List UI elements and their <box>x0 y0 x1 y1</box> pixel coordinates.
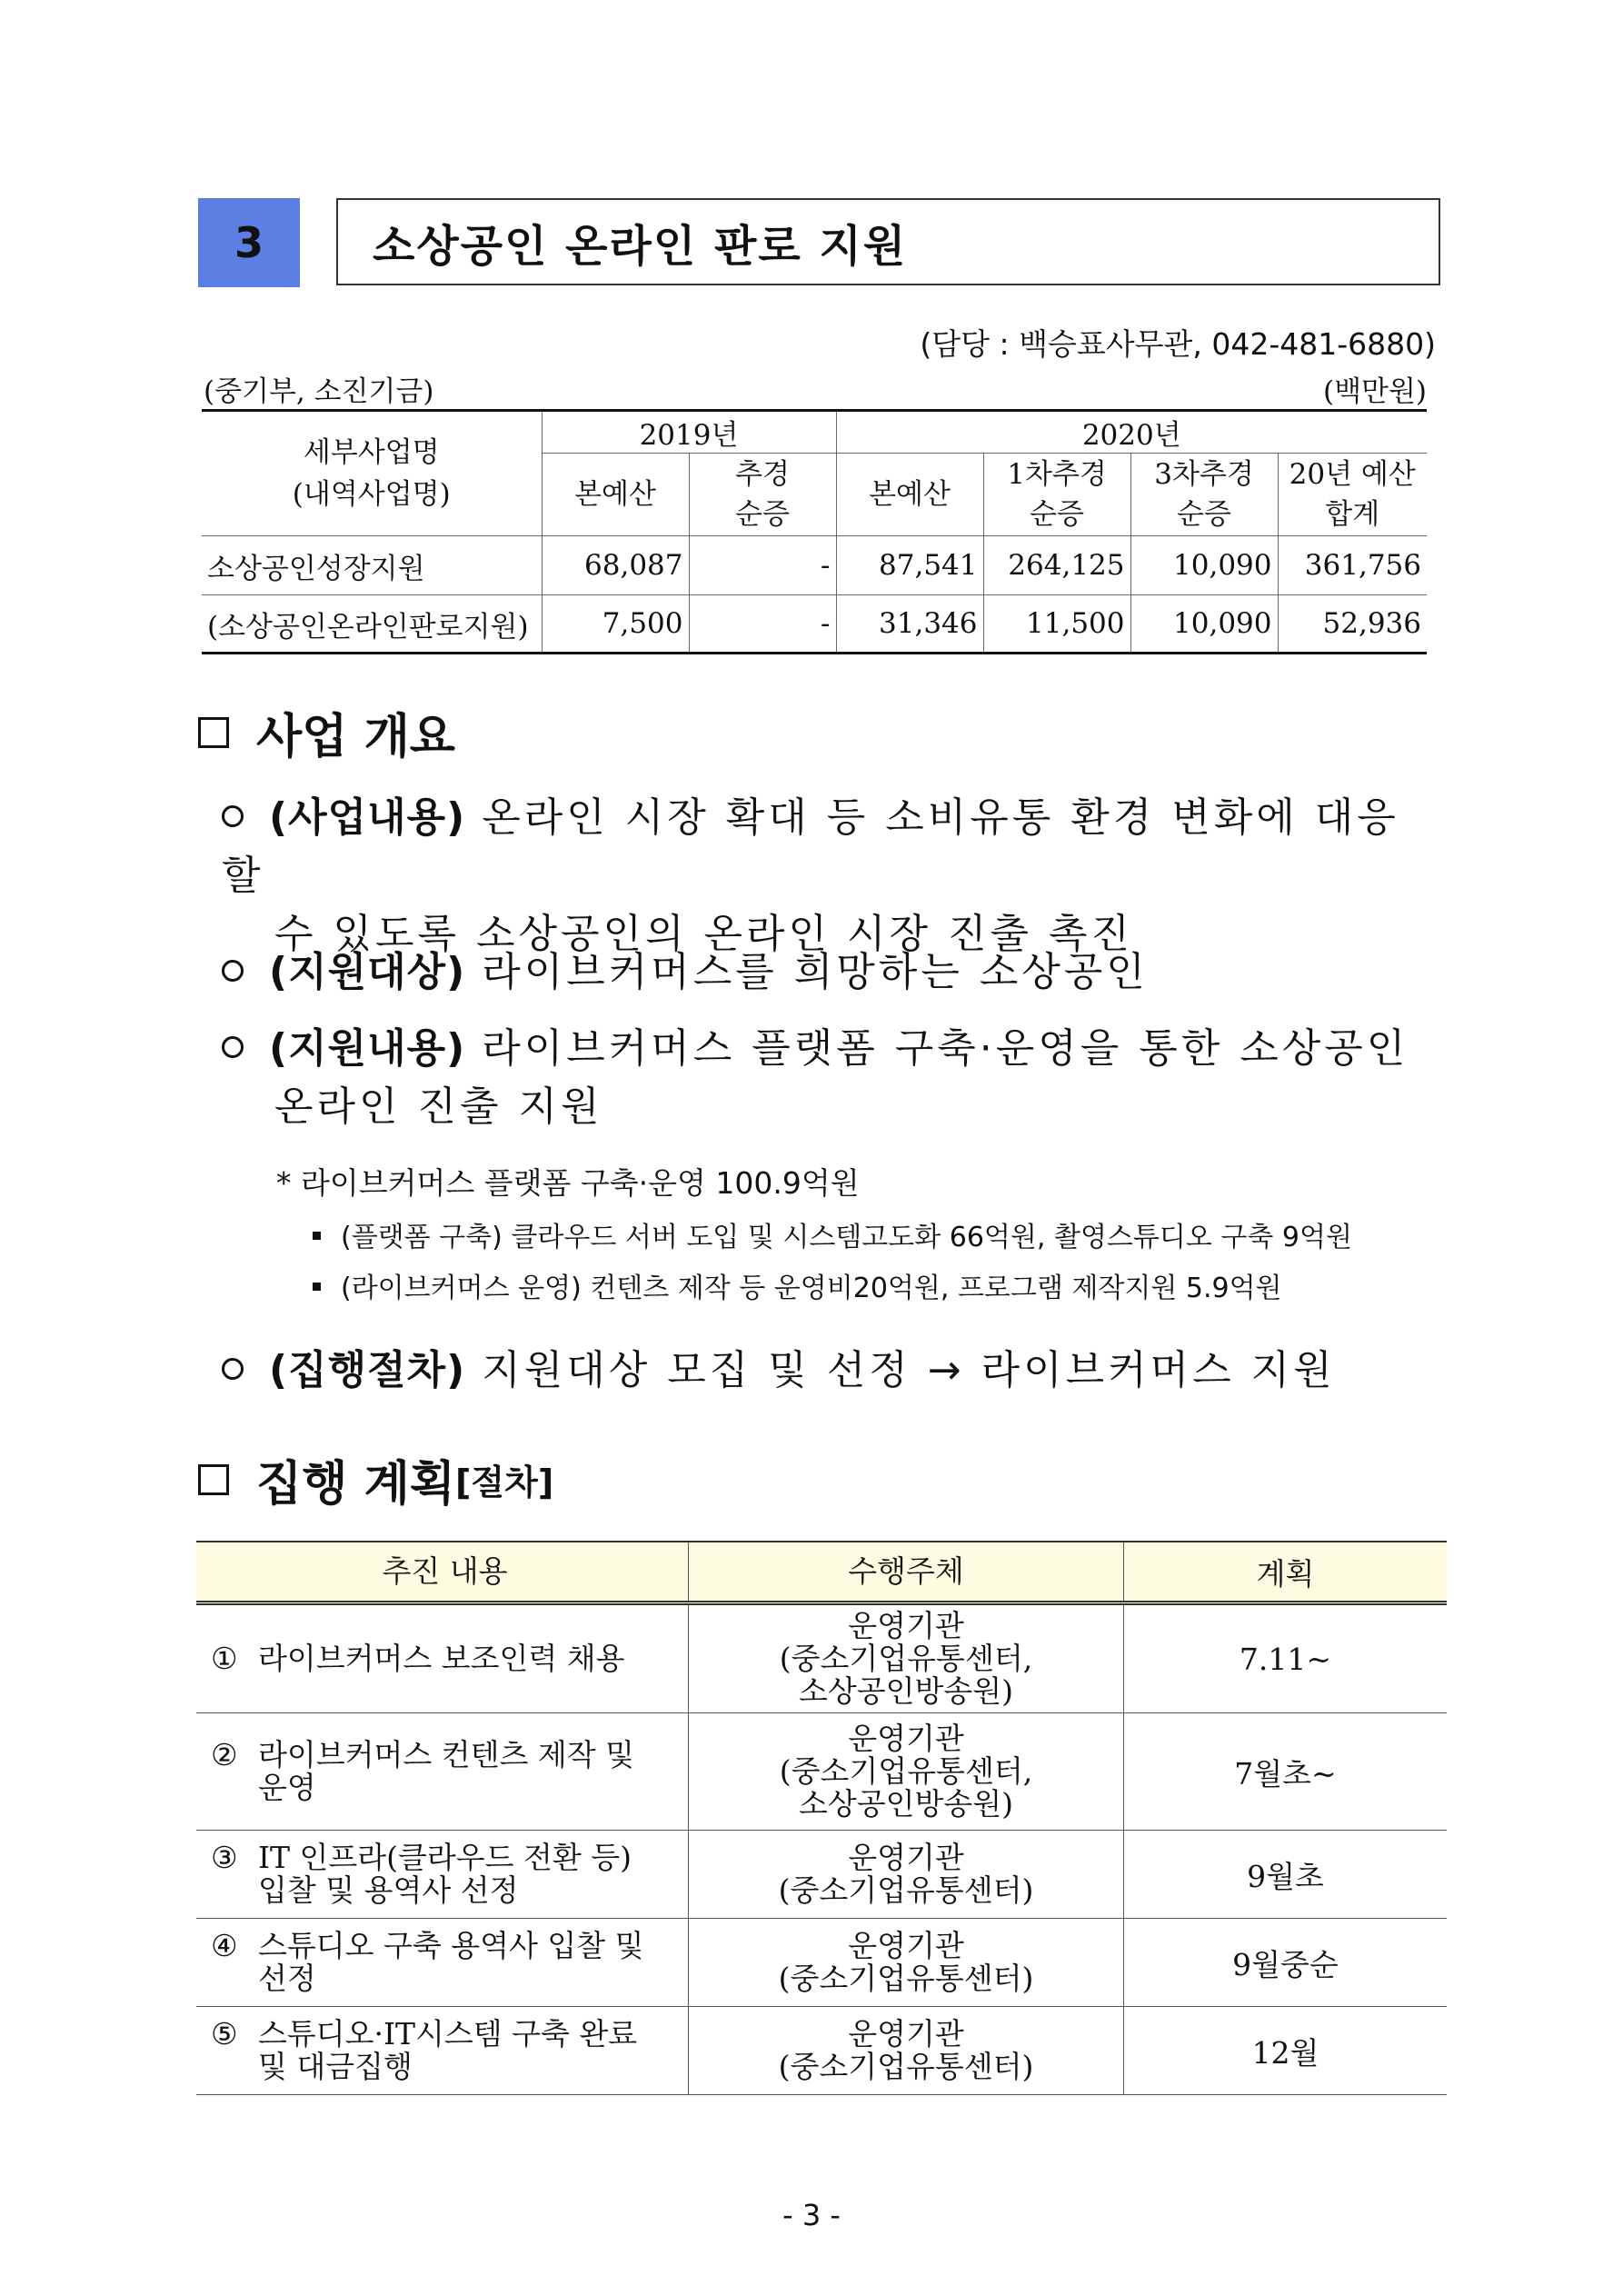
ministry-label: (중기부, 소진기금) <box>204 375 434 408</box>
square-bullet-icon <box>313 1232 321 1240</box>
plan-table <box>196 1541 1447 2095</box>
plan-col-schedule: 계획 <box>1124 1542 1448 1603</box>
overview-content-item: (사업내용) 온라인 시장 확대 등 소비유통 환경 변화에 대응할 수 있도록 소상공인의 온라인 시장 진출 촉진 <box>222 794 1399 957</box>
col-2020-supp3: 3차추경 순증 <box>1130 454 1278 536</box>
circle-bullet-icon <box>222 1358 244 1380</box>
checkbox-square-icon <box>198 1464 229 1495</box>
note-sub-item: (라이브커머스 운영) 컨텐츠 제작 등 운영비20억원, 프로그램 제작지원 5.9억원 <box>313 1265 1282 1305</box>
table-row: ⑤ 스튜디오·IT시스템 구축 완료 및 대금집행 운영기관 (중소기업유통센터) 12월 <box>196 2007 1447 2095</box>
section-title: 소상공인 온라인 판로 지원 <box>336 198 1440 285</box>
overview-support-item: (지원내용) 라이브커머스 플랫폼 구축·운영을 통한 소상공인 온라인 진출 지원 <box>222 1020 1439 1136</box>
table-row: ④ 스튜디오 구축 용역사 입찰 및 선정 운영기관 (중소기업유통센터) 9월중순 <box>196 1919 1447 2007</box>
unit-label: (백만원) <box>1322 375 1427 408</box>
square-bullet-icon <box>313 1283 321 1291</box>
note-sub-item: (플랫폼 구축) 클라우드 서버 도입 및 시스템고도화 66억원, 촬영스튜디오 구축 9억원 <box>313 1214 1352 1254</box>
circle-bullet-icon <box>222 960 244 982</box>
table-row: ③ IT 인프라(클라우드 전환 등) 입찰 및 용역사 선정 운영기관 (중소기업유통센터) 9월초 <box>196 1831 1447 1919</box>
budget-table <box>202 409 1427 654</box>
col-2020-supp1: 1차추경 순증 <box>983 454 1130 536</box>
circle-bullet-icon <box>222 805 244 827</box>
table-row: (소상공인온라인판로지원) 7,500 - 31,346 11,500 10,090 52,936 <box>202 595 1427 654</box>
checkbox-square-icon <box>198 717 229 748</box>
overview-heading: 사업 개요 <box>198 698 455 766</box>
col-2019-supp: 추경 순증 <box>689 454 836 536</box>
section-number: 3 <box>198 198 300 287</box>
circle-bullet-icon <box>222 1036 244 1058</box>
plan-col-org: 수행주체 <box>689 1542 1124 1603</box>
plan-col-task: 추진 내용 <box>196 1542 689 1603</box>
overview-target-item: (지원대상) 라이브커머스를 희망하는 소상공인 <box>222 943 1149 1002</box>
page-number: - 3 - <box>782 2198 841 2232</box>
plan-heading: 집행 계획 [절차] <box>198 1445 553 1513</box>
col-2020-main: 본예산 <box>836 454 983 536</box>
name-header: 세부사업명 (내역사업명) <box>202 411 542 536</box>
col-2020-total: 20년 예산 합계 <box>1278 454 1427 536</box>
year-2019-header: 2019년 <box>542 411 836 454</box>
overview-procedure-item: (집행절차) 지원대상 모집 및 선정 → 라이브커머스 지원 <box>222 1342 1336 1400</box>
table-row: 소상공인성장지원 68,087 - 87,541 264,125 10,090 361,756 <box>202 536 1427 595</box>
col-2019-main: 본예산 <box>542 454 689 536</box>
table-row: ① 라이브커머스 보조인력 채용 운영기관 (중소기업유통센터, 소상공인방송원) 7.11~ <box>196 1603 1447 1713</box>
budget-note: * 라이브커머스 플랫폼 구축·운영 100.9억원 <box>276 1165 860 1201</box>
contact-info: (담당 : 백승표사무관, 042-481-6880) <box>920 326 1436 362</box>
table-row: ② 라이브커머스 컨텐츠 제작 및 운영 운영기관 (중소기업유통센터, 소상공인방송원) 7월초~ <box>196 1713 1447 1831</box>
year-2020-header: 2020년 <box>836 411 1427 454</box>
